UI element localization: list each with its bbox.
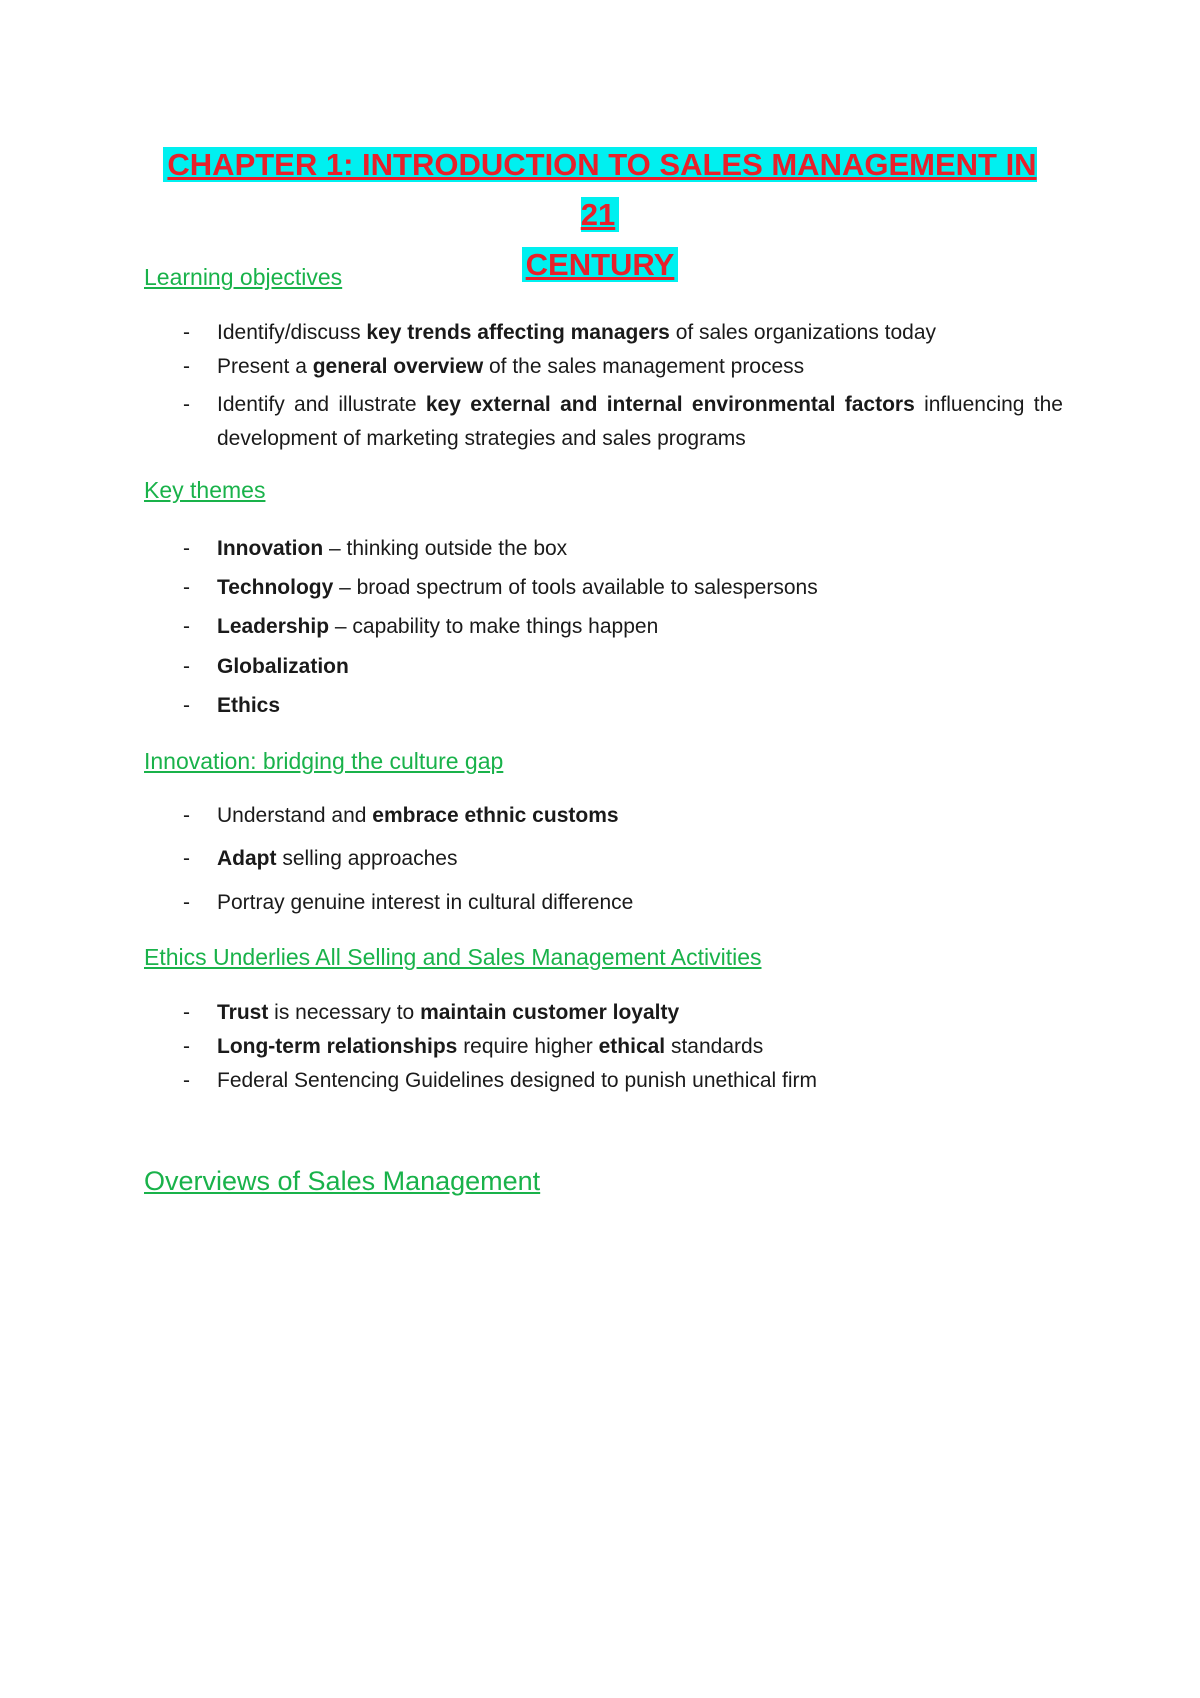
item-bold-text: maintain customer loyalty: [420, 1001, 680, 1024]
item-text: Identify and illustrate: [217, 393, 426, 416]
item-text: – capability to make things happen: [329, 615, 659, 638]
bullet-dash: -: [183, 1069, 190, 1092]
item-text: Portray genuine interest in cultural difference: [217, 891, 634, 914]
item-text: Federal Sentencing Guidelines designed to punish unethical firm: [217, 1069, 818, 1092]
bullet-dash: -: [183, 891, 190, 914]
bullet-dash: -: [183, 321, 190, 344]
item-bold-text: Adapt: [217, 847, 277, 870]
item-text: Present a: [217, 355, 313, 378]
item-bold-text: key trends affecting managers: [366, 321, 670, 344]
title-line-1: CHAPTER 1: INTRODUCTION TO SALES MANAGEMENT IN 21: [163, 147, 1036, 232]
item-text: of sales organizations today: [669, 321, 937, 344]
item-bold-text: Long-term relationships: [217, 1035, 458, 1058]
bullet-dash: -: [183, 576, 190, 599]
item-bold-text: Trust: [217, 1001, 269, 1024]
item-bold-text: Leadership: [217, 615, 330, 638]
item-bold-text: Technology: [217, 576, 334, 599]
bullet-dash: -: [183, 1001, 190, 1024]
heading-overviews: Overviews of Sales Management: [144, 1166, 541, 1196]
item-text: standards: [665, 1035, 764, 1058]
item-text: of the sales management process: [483, 355, 805, 378]
bullet-dash: -: [183, 804, 190, 827]
item-text: Identify/discuss: [217, 321, 367, 344]
bullet-dash: -: [183, 537, 190, 560]
title-line-2: CENTURY: [522, 247, 679, 282]
item-text: influencing the development of marketing strategies and sales programs: [217, 393, 1063, 450]
item-text: require higher: [457, 1035, 599, 1058]
item-bold-text: embrace ethnic customs: [372, 804, 619, 827]
bullet-dash: -: [183, 655, 190, 678]
bullet-dash: -: [183, 615, 190, 638]
item-text: – thinking outside the box: [323, 537, 568, 560]
heading-innovation: Innovation: bridging the culture gap: [144, 748, 504, 774]
item-bold-text: Innovation: [217, 537, 324, 560]
item-text: is necessary to: [268, 1001, 421, 1024]
bullet-dash: -: [183, 847, 190, 870]
bullet-dash: -: [183, 355, 190, 378]
item-text: Understand and: [217, 804, 373, 827]
item-text: – broad spectrum of tools available to salespersons: [333, 576, 818, 599]
item-bold-text: Globalization: [217, 655, 349, 678]
item-bold-text: ethical: [598, 1035, 666, 1058]
item-text: selling approaches: [276, 847, 458, 870]
item-bold-text: key external and internal environmental factors: [425, 393, 915, 416]
heading-ethics: Ethics Underlies All Selling and Sales Management Activities: [144, 944, 762, 970]
heading-learning-objectives: Learning objectives: [144, 264, 343, 290]
item-bold-text: Ethics: [217, 694, 281, 717]
heading-key-themes: Key themes: [144, 477, 266, 503]
bullet-dash: -: [183, 1035, 190, 1058]
bullet-dash: -: [183, 694, 190, 717]
item-bold-text: general overview: [312, 355, 484, 378]
bullet-dash: -: [183, 393, 190, 416]
